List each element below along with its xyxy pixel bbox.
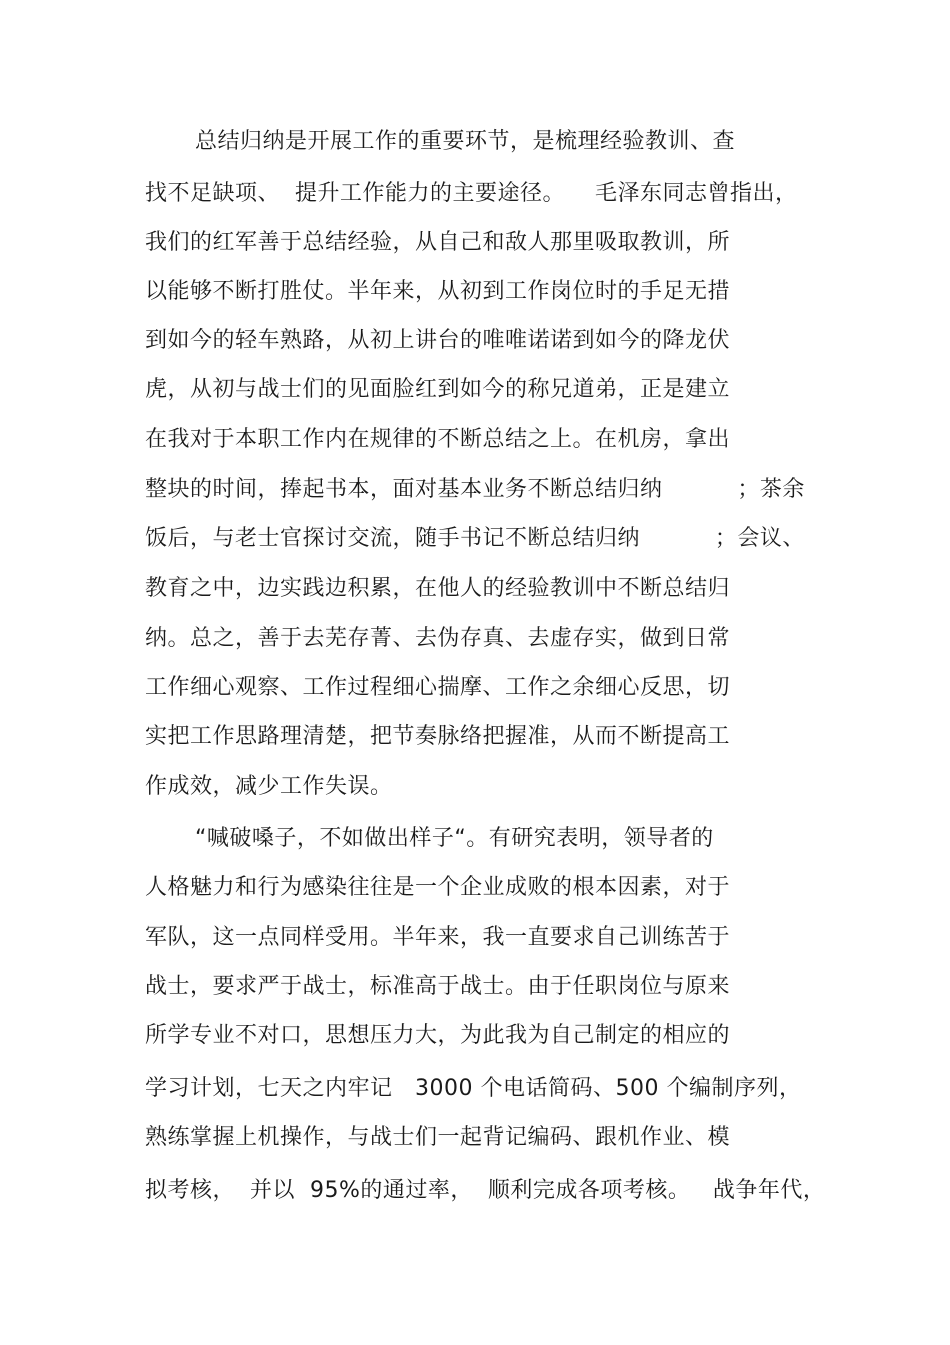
paragraph-1-line-7: 在我对于本职工作内在规律的不断总结之上。在机房，拿出 — [145, 427, 731, 452]
paragraph-2-line-7: 熟练掌握上机操作，与战士们一起背记编码、跟机作业、模 — [145, 1125, 731, 1150]
paragraph-2-line-1: “喊破嗓子，不如做出样子“。有研究表明，领导者的 — [195, 826, 714, 851]
paragraph-1-line-14: 作成效，减少工作失误。 — [145, 774, 393, 799]
paragraph-1-line-12: 工作细心观察、工作过程细心揣摩、工作之余细心反思，切 — [145, 675, 731, 700]
paragraph-1-line-10: 教育之中，边实践边积累，在他人的经验教训中不断总结归 — [145, 576, 731, 601]
paragraph-1-line-6: 虎，从初与战士们的见面脸红到如今的称兄道弟，正是建立 — [145, 377, 731, 402]
paragraph-2-line-4: 战士，要求严于战士，标准高于战士。由于任职岗位与原来 — [145, 974, 731, 999]
paragraph-2-line-8: 拟考核， 并以 95%的通过率， 顺利完成各项考核。 战争年代， — [145, 1178, 826, 1203]
paragraph-1-line-9: 饭后，与老士官探讨交流，随手书记不断总结归纳 ；会议、 — [145, 526, 805, 551]
paragraph-1-line-13: 实把工作思路理清楚，把节奏脉络把握准，从而不断提高工 — [145, 724, 731, 749]
paragraph-1-line-11: 纳。总之，善于去芜存菁、去伪存真、去虚存实，做到日常 — [145, 626, 731, 651]
paragraph-2-line-6: 学习计划，七天之内牢记 3000 个电话简码、500 个编制序列， — [145, 1076, 802, 1101]
paragraph-2-line-3: 军队，这一点同样受用。半年来，我一直要求自己训练苦于 — [145, 925, 731, 950]
paragraph-1-line-5: 到如今的轻车熟路，从初上讲台的唯唯诺诺到如今的降龙伏 — [145, 328, 731, 353]
paragraph-1-line-1: 总结归纳是开展工作的重要环节，是梳理经验教训、查 — [195, 129, 736, 154]
paragraph-1-line-2: 找不足缺项、 提升工作能力的主要途径。 毛泽东同志曾指出， — [145, 181, 798, 206]
paragraph-2-line-5: 所学专业不对口，思想压力大，为此我为自己制定的相应的 — [145, 1023, 731, 1048]
paragraph-1-line-3: 我们的红军善于总结经验，从自己和敌人那里吸取教训，所 — [145, 230, 731, 255]
paragraph-1-line-8: 整块的时间，捧起书本，面对基本业务不断总结归纳 ；茶余 — [145, 477, 805, 502]
paragraph-2-line-2: 人格魅力和行为感染往往是一个企业成败的根本因素，对于 — [145, 875, 731, 900]
paragraph-1-line-4: 以能够不断打胜仗。半年来，从初到工作岗位时的手足无措 — [145, 279, 731, 304]
